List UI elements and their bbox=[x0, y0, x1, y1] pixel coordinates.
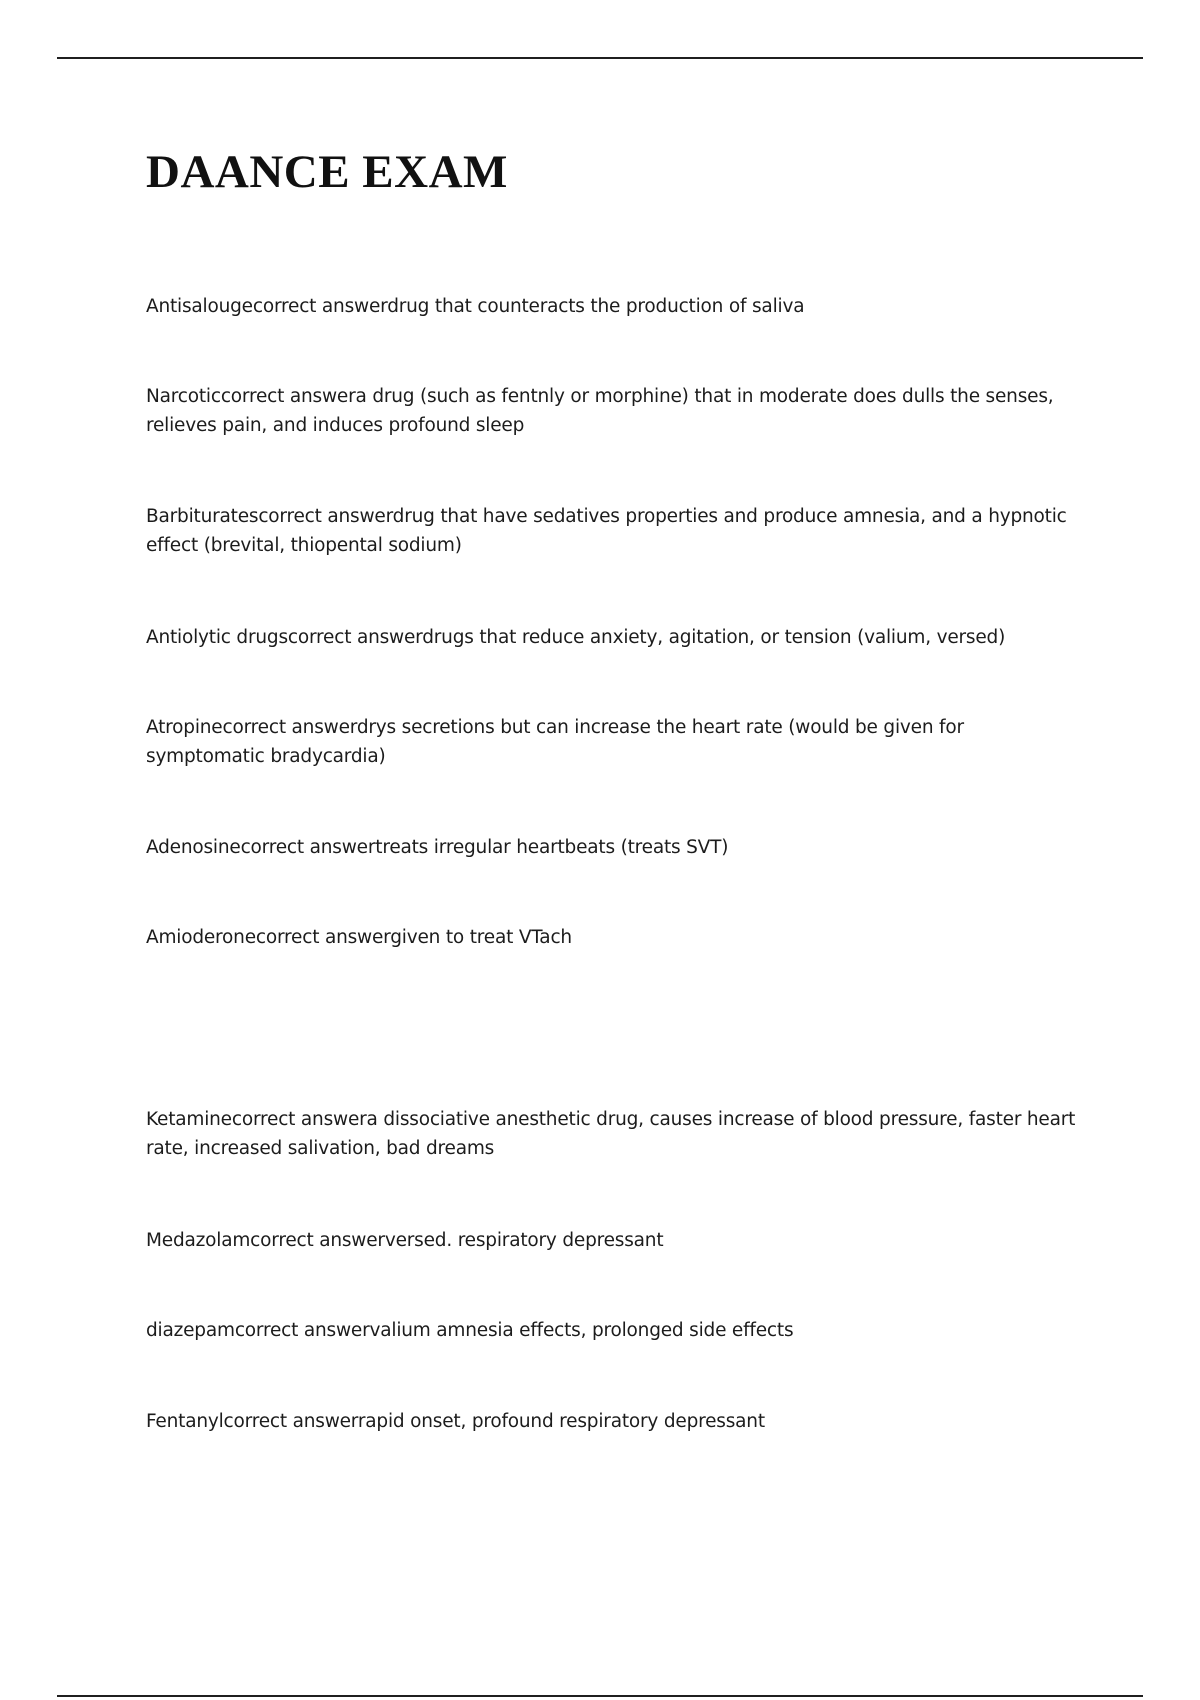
entry-medazolam: Medazolamcorrect answerversed. respiratory depressant bbox=[146, 1230, 664, 1251]
entry-atropine: Atropinecorrect answerdrys secretions but can increase the heart rate (would be given for symptomatic bradycardia) bbox=[146, 717, 964, 767]
entry-antisalouge: Antisalougecorrect answerdrug that counteracts the production of saliva bbox=[146, 296, 805, 317]
entry-amioderone: Amioderonecorrect answergiven to treat VTach bbox=[146, 927, 572, 948]
entry-antiolytic: Antiolytic drugscorrect answerdrugs that reduce anxiety, agitation, or tension (valium, versed) bbox=[146, 627, 1006, 648]
entry-ketamine: Ketaminecorrect answera dissociative anesthetic drug, causes increase of blood pressure, faster heart rate, increased salivation, bad dreams bbox=[146, 1109, 1076, 1159]
entry-barbiturates: Barbituratescorrect answerdrug that have sedatives properties and produce amnesia, and a hypnotic effect (brevital, thiopental sodium) bbox=[146, 506, 1067, 556]
entry-adenosine: Adenosinecorrect answertreats irregular heartbeats (treats SVT) bbox=[146, 837, 729, 858]
bottom-rule bbox=[57, 1695, 1143, 1697]
entry-fentanyl: Fentanylcorrect answerrapid onset, profound respiratory depressant bbox=[146, 1411, 765, 1432]
entry-narcotic: Narcoticcorrect answera drug (such as fentnly or morphine) that in moderate does dulls the senses, relieves pain, and induces profound sleep bbox=[146, 386, 1054, 436]
document-title: DAANCE EXAM bbox=[146, 146, 508, 198]
top-rule bbox=[57, 57, 1143, 59]
entry-diazepam: diazepamcorrect answervalium amnesia effects, prolonged side effects bbox=[146, 1320, 794, 1341]
